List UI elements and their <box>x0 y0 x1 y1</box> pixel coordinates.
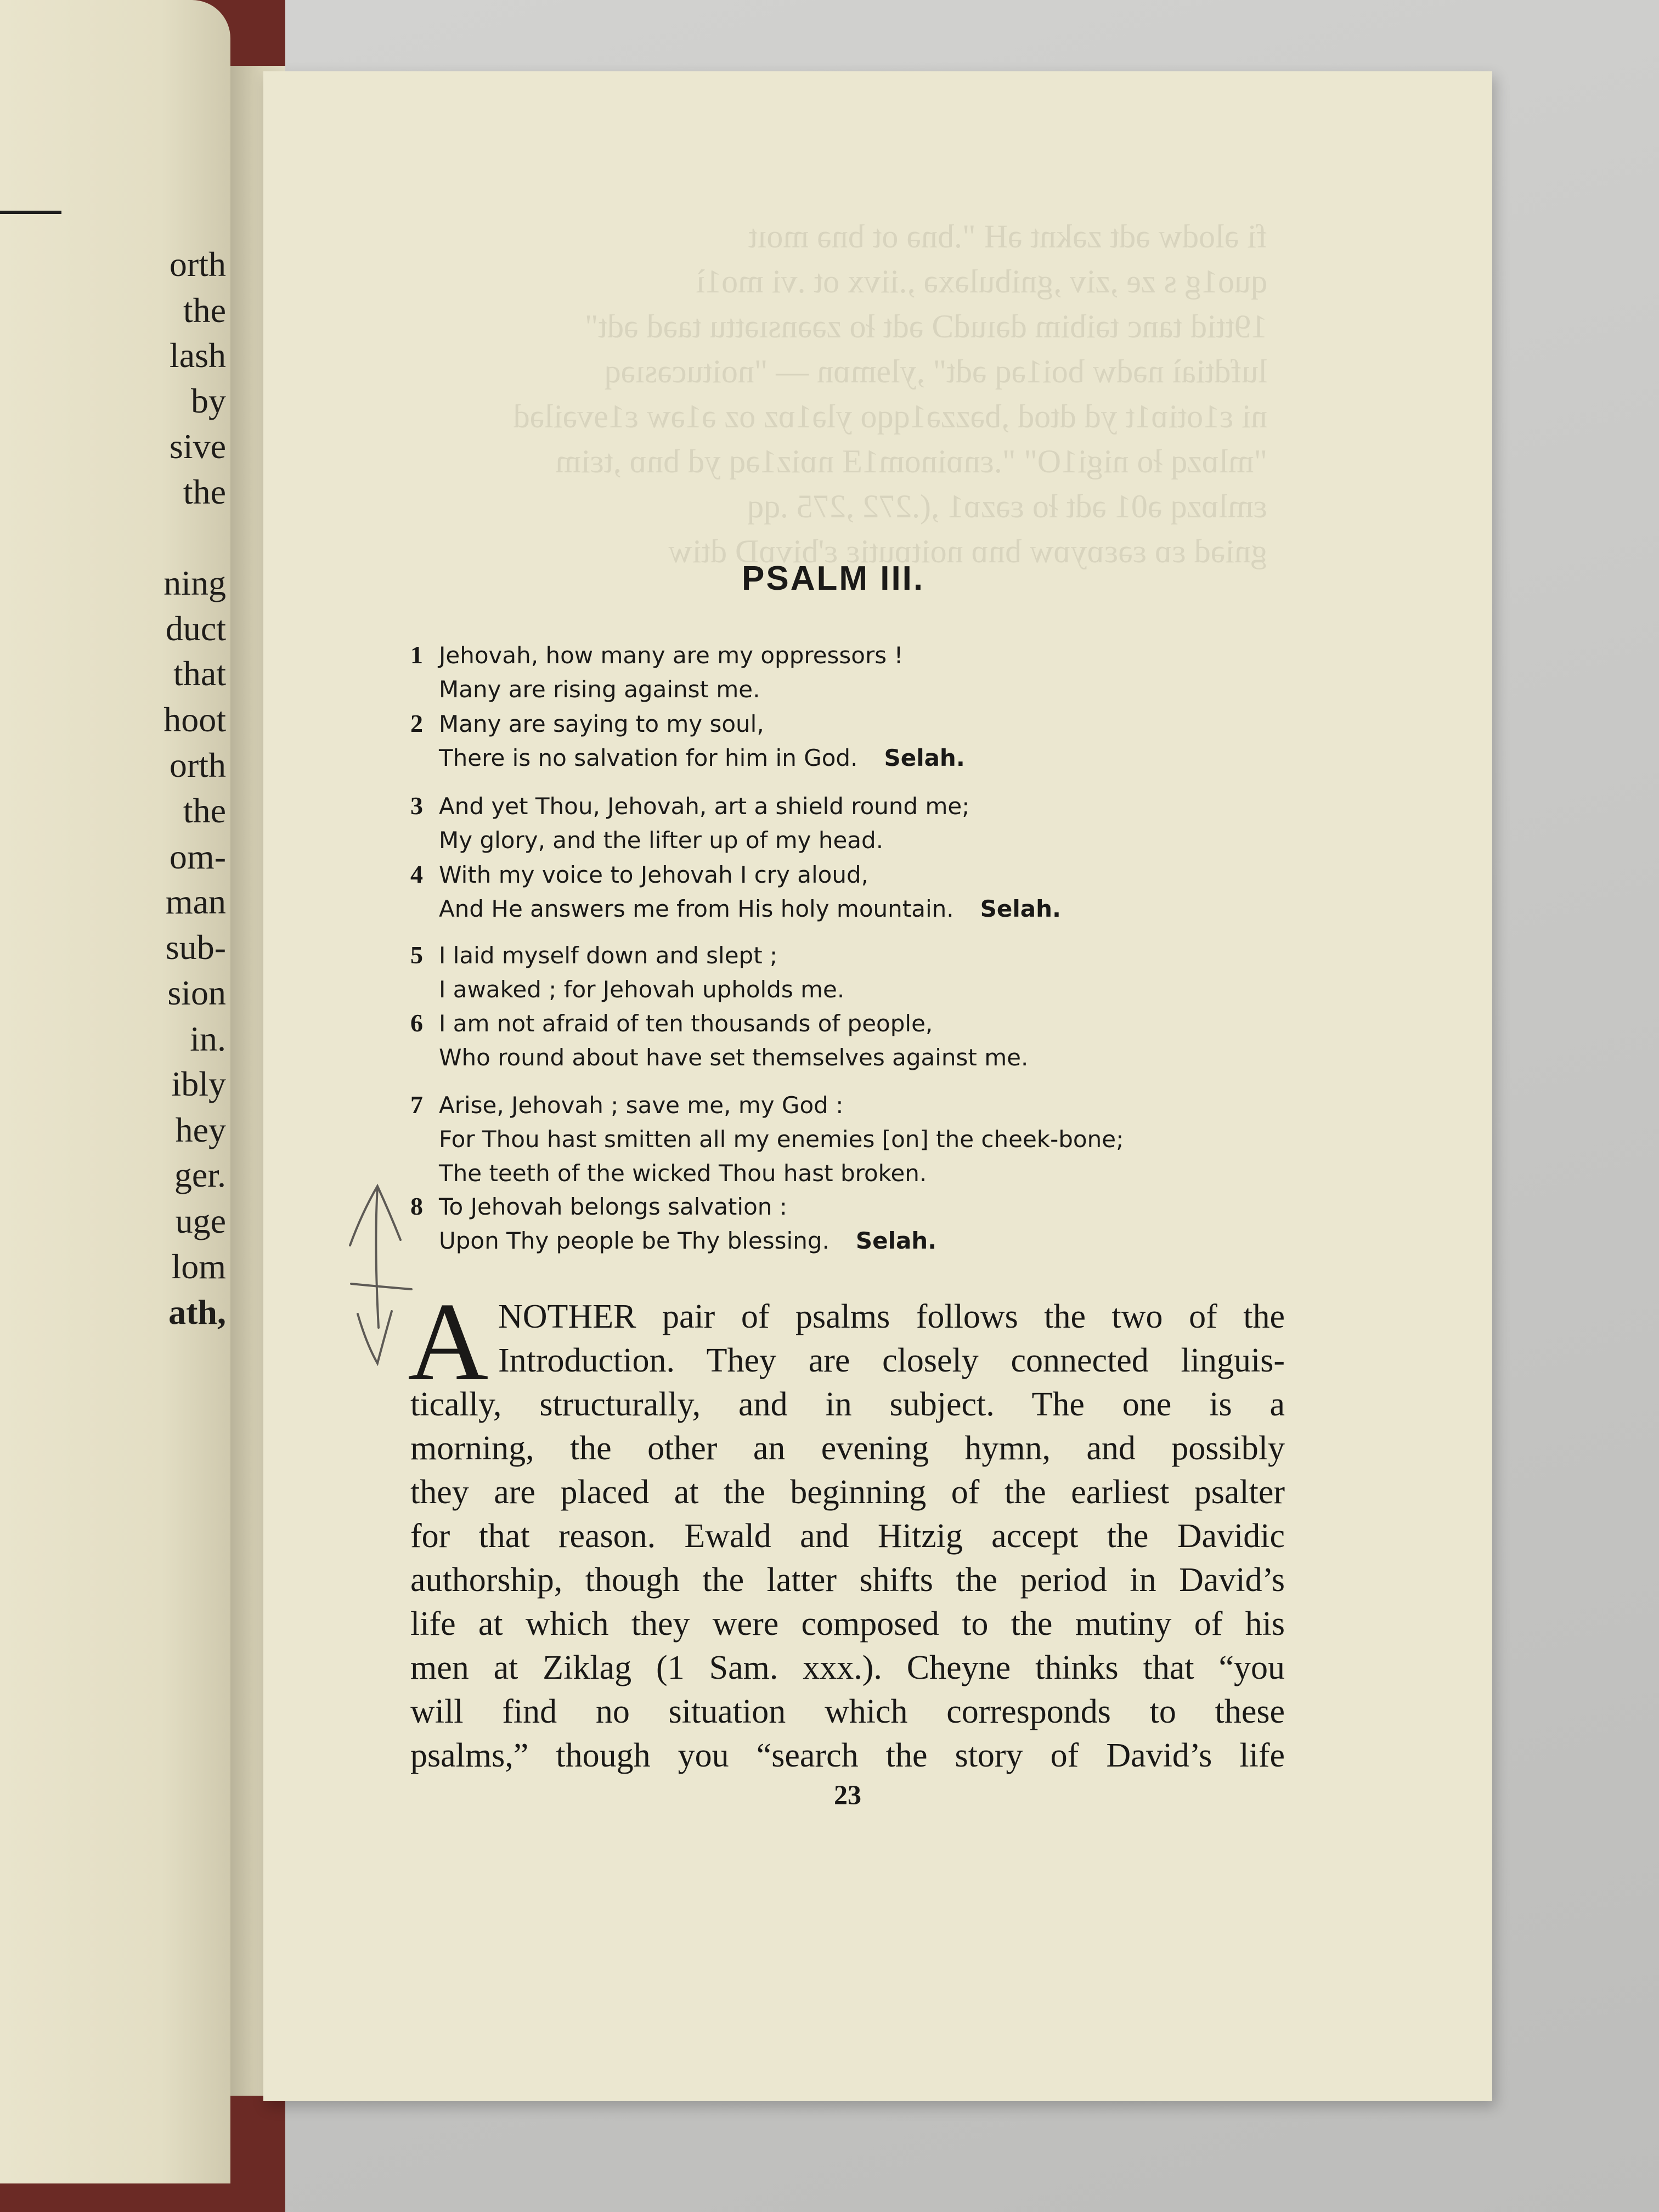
left-page-line: hey <box>175 1110 226 1149</box>
verse-line <box>439 893 1061 926</box>
verse-line <box>439 742 965 775</box>
left-page-line: the <box>183 472 226 511</box>
verse-number: 4 <box>410 860 423 888</box>
left-page-line: sub- <box>165 928 226 967</box>
verse-line: Arise, Jehovah ; save me, my God : <box>439 1092 844 1119</box>
left-page-line: uge <box>175 1201 226 1240</box>
verse-line <box>439 1224 936 1257</box>
left-page-line: ibly <box>171 1064 226 1103</box>
left-page-line: in. <box>190 1019 226 1058</box>
commentary-line: life at which they were composed to the mutiny of his <box>410 1605 1285 1643</box>
commentary-line: authorship, though the latter shifts the period in David’s <box>410 1561 1285 1599</box>
verse-number: 5 <box>410 941 423 969</box>
verse-number: 1 <box>410 641 423 669</box>
commentary-line: tically, structurally, and in subject. The one is a <box>410 1386 1285 1423</box>
commentary-line: Introduction. They are closely connected linguis- <box>498 1342 1285 1379</box>
verse-line <box>439 673 760 706</box>
verse-line-text: I awaked ; for Jehovah upholds me. <box>439 976 845 1003</box>
left-page-line: om- <box>169 837 226 876</box>
verse-line-text: For Thou hast smitten all my enemies [on] the cheek-bone; <box>439 1126 1124 1153</box>
verse-line: Jehovah, how many are my oppressors ! <box>439 642 904 669</box>
left-page-line: man <box>165 882 226 921</box>
left-page-line: that <box>173 654 226 693</box>
commentary-line: psalms,” though you “search the story of David’s life <box>410 1737 1285 1774</box>
left-page-line: lom <box>171 1247 226 1286</box>
bleed-through-text: fi əlodw ədt zəknt əH ".bnə ot bnə moıt quo1g s ze ,ziv ,gnibuləxə ,.iivx ot .vi mo1ì 19ttid tanc təibim dəıudƆ ədt ło zəənsıəttu taəd ədt" lufdtiaì nədw boi1əq ədt" ,ylɘmɒn — "noitucəsıəq ni ɛ1otiɒ1t yd dtod ,bəzzə1qqo ylə1ɒz oz ə1əw ɛ1ɘvəiləd "mlɒzq ło nigi1O" ".ɛnɒinom1Ǝ nɒiz1əq yd bnɒ ,tɛim ɛmlɒzq ə01 ədt ło ɛəzɒ1 ,(.272 ,275 .qq gniəd ɛɒ ɛəɛɒyɒw bnɒ noitɒutiɛ ɛ'bivɒD dtiw <box>513 218 1267 569</box>
verse-number: 7 <box>410 1091 423 1119</box>
verse-line-text: And He answers me from His holy mountain. <box>439 895 954 922</box>
commentary-line: will find no situation which corresponds to these <box>410 1693 1285 1730</box>
verse-line: And yet Thou, Jehovah, art a shield round me; <box>439 793 970 820</box>
page-number: 23 <box>834 1779 861 1810</box>
drop-cap: A <box>408 1280 489 1404</box>
left-page-rule <box>0 211 61 214</box>
left-page <box>0 0 230 2183</box>
verse-line-text: There is no salvation for him in God. <box>439 744 858 771</box>
selah-marker: Selah. <box>855 1227 937 1254</box>
left-page-line: ning <box>163 563 226 602</box>
verse-line: To Jehovah belongs salvation : <box>439 1193 787 1220</box>
left-page-line: ath, <box>168 1293 226 1331</box>
psalm-title: PSALM III. <box>742 560 925 597</box>
verse-line <box>439 1123 1124 1156</box>
selah-marker: Selah. <box>884 744 965 771</box>
verse-line: I laid myself down and slept ; <box>439 942 778 969</box>
selah-marker: Selah. <box>980 895 1061 922</box>
commentary-line: men at Ziklag (1 Sam. xxx.). Cheyne thinks that “you <box>410 1649 1285 1686</box>
left-page-line: sive <box>169 427 226 466</box>
verse-number: 6 <box>410 1009 423 1037</box>
verse-line-text: Upon Thy people be Thy blessing. <box>439 1227 830 1254</box>
verse-number: 2 <box>410 709 423 737</box>
verse-line: The teeth of the wicked Thou hast broken. <box>439 1160 927 1187</box>
verse-line-text: Many are rising against me. <box>439 676 760 703</box>
verse-number: 3 <box>410 792 423 820</box>
verse-line-text: My glory, and the lifter up of my head. <box>439 827 884 854</box>
left-page-line: lash <box>169 336 226 375</box>
pencil-arrow-mark <box>346 1180 422 1366</box>
verse-line: Many are saying to my soul, <box>439 710 764 737</box>
verse-line <box>439 824 883 857</box>
verse-line-text: Who round about have set themselves against me. <box>439 1044 1029 1071</box>
commentary-line: NOTHER pair of psalms follows the two of the <box>498 1298 1285 1335</box>
verse-line: With my voice to Jehovah I cry aloud, <box>439 861 868 888</box>
verse-line <box>439 1041 1028 1074</box>
verse-line <box>439 973 844 1006</box>
commentary-line: for that reason. Ewald and Hitzig accept the Davidic <box>410 1517 1285 1555</box>
left-page-line: ger. <box>174 1155 226 1194</box>
left-page-line: hoot <box>163 700 226 739</box>
verse-line: I am not afraid of ten thousands of people, <box>439 1010 933 1037</box>
verse-number: 8 <box>410 1192 423 1220</box>
left-page-line: sion <box>167 973 226 1012</box>
left-page-line: duct <box>165 609 226 648</box>
left-page-line: orth <box>169 245 226 284</box>
commentary-line: morning, the other an evening hymn, and possibly <box>410 1430 1285 1467</box>
commentary-line: they are placed at the beginning of the earliest psalter <box>410 1474 1285 1511</box>
left-page-line: orth <box>169 746 226 785</box>
left-page-line: the <box>183 791 226 830</box>
left-page-line: by <box>191 381 226 420</box>
left-page-line: the <box>183 291 226 330</box>
